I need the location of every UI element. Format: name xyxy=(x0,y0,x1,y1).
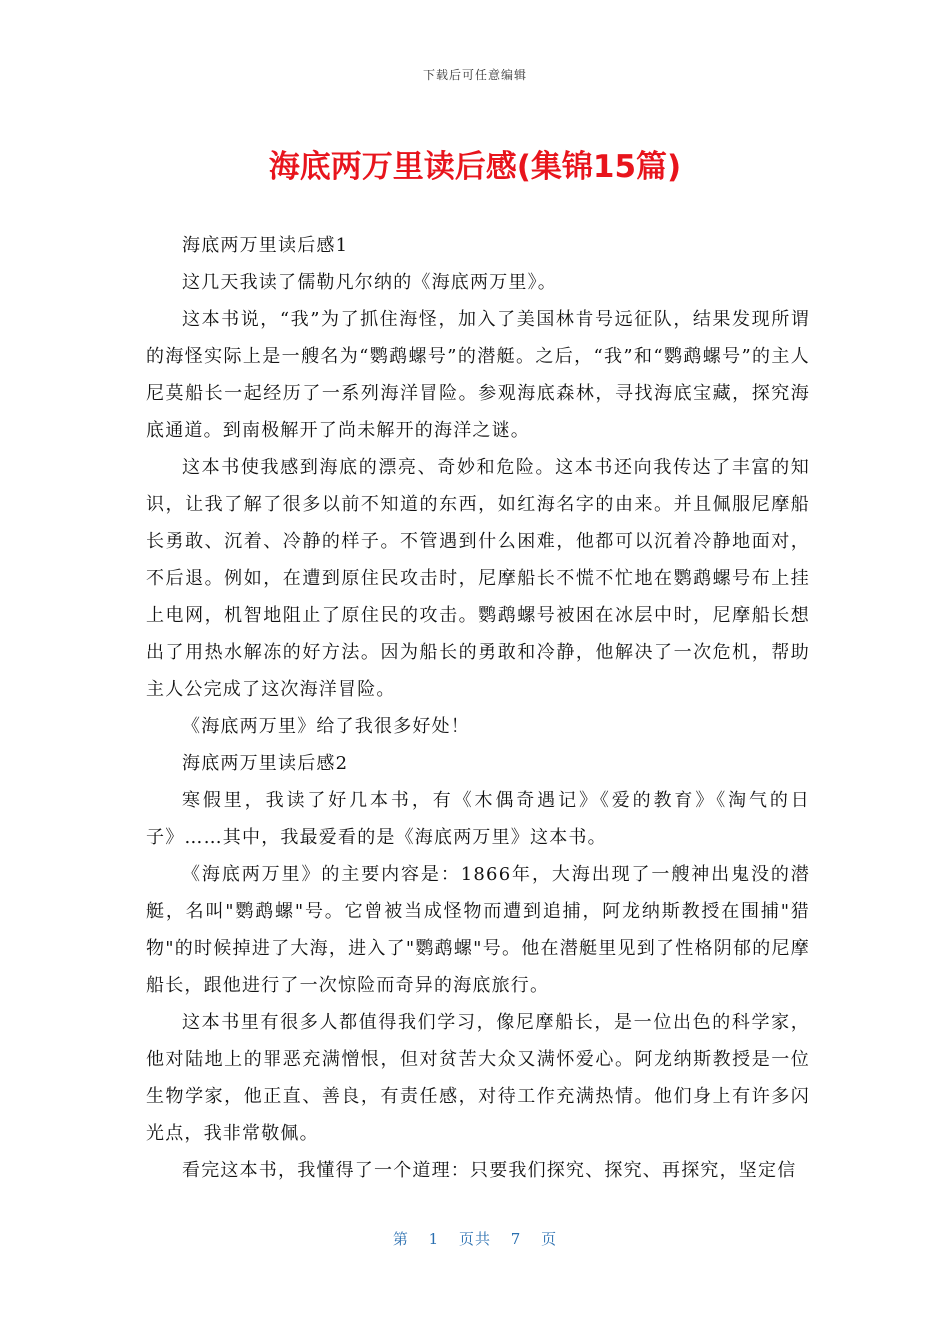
paragraph: 这本书里有很多人都值得我们学习，像尼摩船长，是一位出色的科学家，他对陆地上的罪恶充满憎恨，但对贫苦大众又满怀爱心。阿龙纳斯教授是一位生物学家，他正直、善良，有责任感，对待工作充满热情。他们身上有许多闪光点，我非常敬佩。 xyxy=(146,1012,810,1144)
paragraph: 这本书说，“我”为了抓住海怪，加入了美国林肯号远征队，结果发现所谓的海怪实际上是一艘名为“鹦鹉螺号”的潜艇。之后，“我”和“鹦鹉螺号”的主人尼莫船长一起经历了一系列海洋冒险。参观海底森林，寻找海底宝藏，探究海底通道。到南极解开了尚未解开的海洋之谜。 xyxy=(146,309,810,441)
footer-suffix: 页 xyxy=(541,1230,558,1248)
paragraph: 寒假里，我读了好几本书，有《木偶奇遇记》《爱的教育》《淘气的日子》……其中，我最爱看的是《海底两万里》这本书。 xyxy=(146,790,810,848)
section-heading: 海底两万里读后感2 xyxy=(182,753,349,774)
section-heading: 海底两万里读后感1 xyxy=(182,235,349,256)
paragraph: 这几天我读了儒勒凡尔纳的《海底两万里》。 xyxy=(182,272,557,293)
page-header-note: 下载后可任意编辑 xyxy=(422,68,527,82)
paragraph: 看完这本书，我懂得了一个道理：只要我们探究、探究、再探究，坚定信 xyxy=(182,1160,797,1181)
document-title: 海底两万里读后感(集锦15篇) xyxy=(268,149,682,185)
footer-total-pages: 7 xyxy=(510,1230,522,1248)
footer-prefix: 第 xyxy=(392,1230,409,1248)
paragraph: 《海底两万里》的主要内容是：1866年，大海出现了一艘神出鬼没的潜艇，名叫"鹦鹉螺"号。它曾被当成怪物而遭到追捕，阿龙纳斯教授在围捕"猎物"的时候掉进了大海，进入了"鹦鹉螺"号。他在潜艇里见到了性格阴郁的尼摩船长，跟他进行了一次惊险而奇异的海底旅行。 xyxy=(146,864,810,996)
page-footer xyxy=(0,1228,950,1249)
footer-middle: 页共 xyxy=(458,1230,491,1248)
paragraph: 《海底两万里》给了我很多好处！ xyxy=(182,716,470,737)
paragraph: 这本书使我感到海底的漂亮、奇妙和危险。这本书还向我传达了丰富的知识，让我了解了很多以前不知道的东西，如红海名字的由来。并且佩服尼摩船长勇敢、沉着、冷静的样子。不管遇到什么困难，他都可以沉着冷静地面对，不后退。例如，在遭到原住民攻击时，尼摩船长不慌不忙地在鹦鹉螺号布上挂上电网，机智地阻止了原住民的攻击。鹦鹉螺号被困在冰层中时，尼摩船长想出了用热水解冻的好方法。因为船长的勇敢和冷静，他解决了一次危机，帮助主人公完成了这次海洋冒险。 xyxy=(146,457,810,700)
document-body xyxy=(146,227,810,1189)
footer-page-number: 1 xyxy=(428,1230,440,1248)
